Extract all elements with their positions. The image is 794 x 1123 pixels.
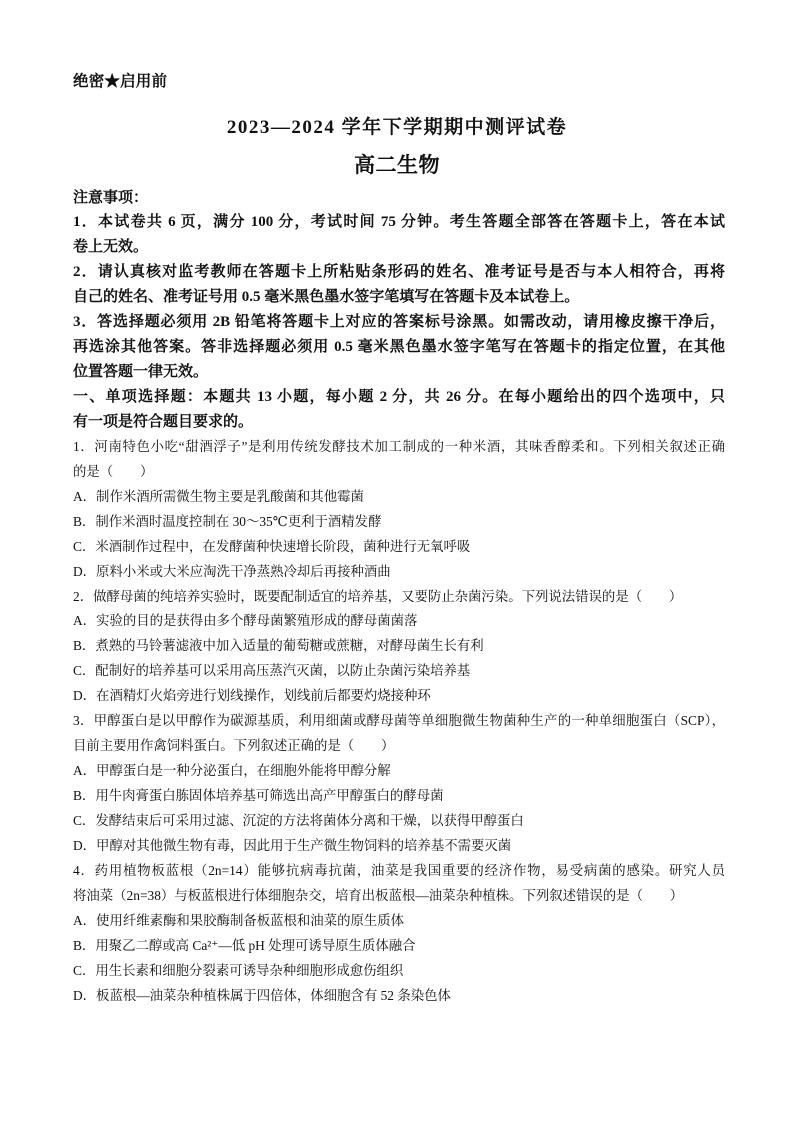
question-1-option-a: A．制作米酒所需微生物主要是乳酸菌和其他霉菌 [73, 488, 364, 504]
question-2-option-d: D．在酒精灯火焰旁进行划线操作，划线前后都要灼烧接种环 [73, 688, 431, 704]
section-heading-line-1: 一、单项选择题：本题共 13 小题，每小题 2 分，共 26 分。在每小题给出的四个选项中，只 [73, 389, 725, 405]
question-1-stem-line-2: 的是（ ） [73, 463, 154, 479]
question-3-stem-line-2: 目前主要用作禽饲料蛋白。下列叙述正确的是（ ） [73, 738, 395, 754]
notice-item-1-line-2: 卷上无效。 [73, 239, 149, 256]
question-1 [73, 435, 725, 585]
notice-item-3-line-1: 3．答选择题必须用 2B 铅笔将答题卡上对应的答案标号涂黑。如需改动，请用橡皮擦干净后， [73, 314, 725, 331]
section-heading-line-2: 有一项是符合题目要求的。 [73, 413, 254, 430]
question-4-option-a: A．使用纤维素酶和果胶酶制备板蓝根和油菜的原生质体 [73, 912, 405, 928]
question-2-option-b: B．煮熟的马铃薯滤液中加入适量的葡萄糖或蔗糖，对酵母菌生长有利 [73, 638, 484, 654]
notice-item-3-line-3: 位置答题一律无效。 [73, 364, 209, 381]
question-1-option-b: B．制作米酒时温度控制在 30～35℃更利于酒精发酵 [73, 513, 382, 529]
question-1-stem-line-1: 1．河南特色小吃“甜酒浮子”是利用传统发酵技术加工制成的一种米酒，其味香醇柔和。下列相关叙述正确 [73, 438, 725, 454]
question-3-option-c: C．发酵结束后可采用过滤、沉淀的方法将菌体分离和干燥，以获得甲醇蛋白 [73, 812, 524, 828]
question-3-option-a: A．甲醇蛋白是一种分泌蛋白，在细胞外能将甲醇分解 [73, 763, 391, 779]
notice-item-2-line-1: 2．请认真核对监考教师在答题卡上所粘贴条形码的姓名、准考证号是否与本人相符合，再将 [73, 264, 725, 281]
section-heading [73, 385, 725, 435]
question-1-option-d: D．原料小米或大米应淘洗干净蒸熟冷却后再接种酒曲 [73, 563, 391, 579]
question-3 [73, 709, 725, 859]
question-4-option-c: C．用生长素和细胞分裂素可诱导杂种细胞形成愈伤组织 [73, 962, 404, 978]
question-4 [73, 859, 725, 1009]
notice-item-1-line-1: 1．本试卷共 6 页，满分 100 分，考试时间 75 分钟。考生答题全部答在答题卡上，答在本试 [73, 214, 725, 231]
notice-item-3 [73, 310, 725, 385]
question-2-option-c: C．配制好的培养基可以采用高压蒸汽灭菌，以防止杂菌污染培养基 [73, 663, 471, 679]
question-2-stem-line-1: 2．做酵母菌的纯培养实验时，既要配制适宜的培养基，又要防止杂菌污染。下列说法错误的是（ ） [73, 588, 683, 604]
notices [73, 186, 725, 386]
question-2 [73, 585, 725, 710]
question-2-option-a: A．实验的目的是获得由多个酵母菌繁殖形成的酵母菌菌落 [73, 613, 418, 629]
exam-subject: 高二生物 [354, 153, 440, 177]
question-4-option-b: B．用聚乙二醇或高 Ca²⁺—低 pH 处理可诱导原生质体融合 [73, 937, 416, 953]
exam-body [73, 186, 725, 1009]
exam-title: 2023—2024 学年下学期期中测评试卷 [226, 117, 568, 138]
question-3-stem-line-1: 3．甲醇蛋白是以甲醇作为碳源基质，利用细菌或酵母菌等单细胞微生物菌种生产的一种单细胞蛋白（SCP）， [73, 713, 725, 729]
question-4-stem-line-1: 4．药用植物板蓝根（2n=14）能够抗病毒抗菌，油菜是我国重要的经济作物，易受病菌的感染。研究人员 [73, 862, 725, 878]
question-3-option-d: D．甲醇对其他微生物有毒，因此用于生产微生物饲料的培养基不需要灭菌 [73, 837, 512, 853]
notices-heading: 注意事项： [73, 189, 149, 206]
notice-item-2 [73, 260, 725, 310]
confidential-mark: 绝密★启用前 [73, 73, 168, 90]
question-1-option-c: C．米酒制作过程中，在发酵菌种快速增长阶段，菌种进行无氧呼吸 [73, 538, 471, 554]
question-4-stem-line-2: 将油菜（2n=38）与板蓝根进行体细胞杂交，培育出板蓝根—油菜杂种植株。下列叙述错误的是（ ） [73, 887, 684, 903]
notice-item-2-line-2: 自己的姓名、准考证号用 0.5 毫米黑色墨水签字笔填写在答题卡及本试卷上。 [73, 289, 580, 306]
notice-item-3-line-2: 再选涂其他答案。答非选择题必须用 0.5 毫米黑色墨水签字笔写在答题卡的指定位置，在其他 [73, 339, 725, 356]
question-3-option-b: B．用牛肉膏蛋白胨固体培养基可筛选出高产甲醇蛋白的酵母菌 [73, 788, 444, 803]
question-4-option-d: D．板蓝根—油菜杂种植株属于四倍体，体细胞含有 52 条染色体 [73, 987, 451, 1003]
notice-item-1 [73, 210, 725, 260]
